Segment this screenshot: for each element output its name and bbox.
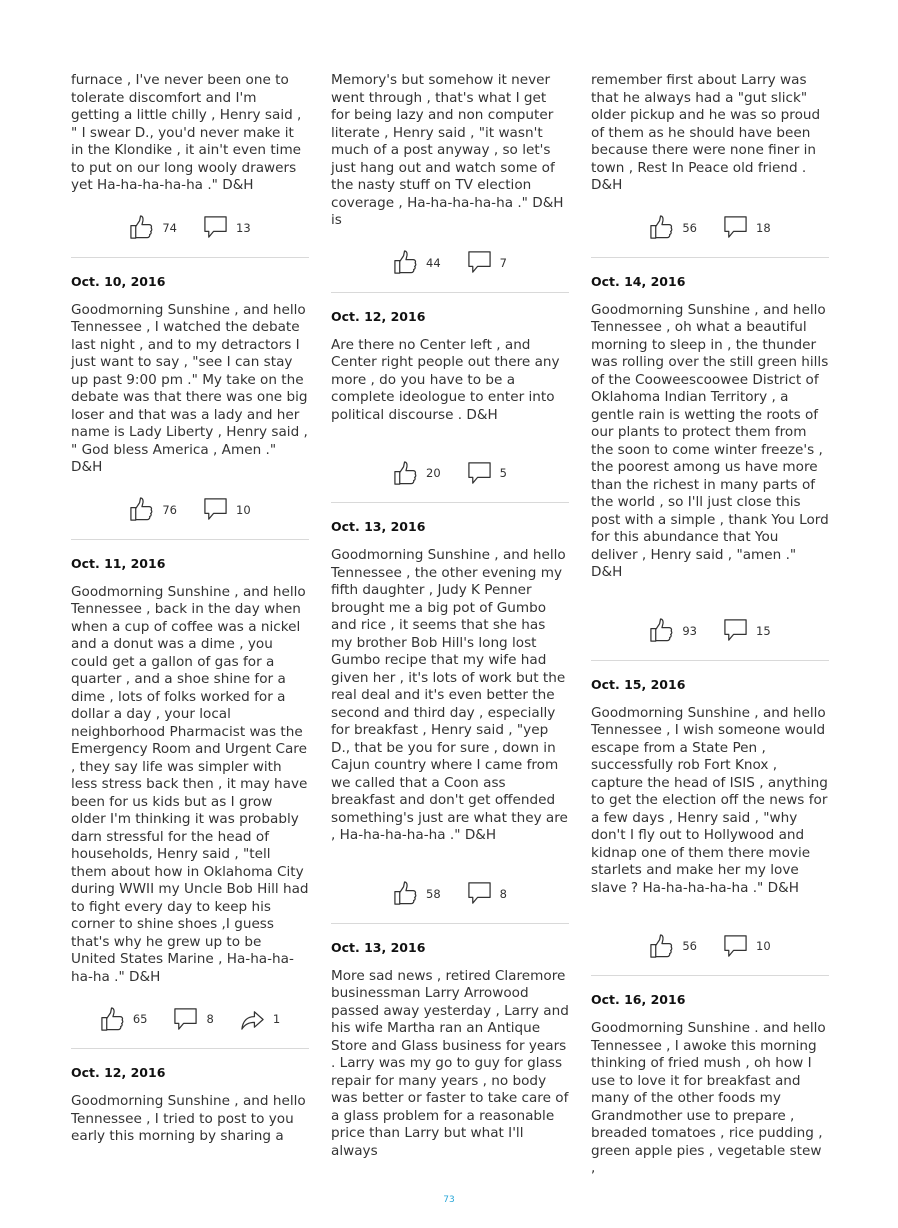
comment-button[interactable] (467, 881, 507, 906)
comment-count: 15 (756, 623, 771, 638)
thumbs-up-icon (649, 618, 674, 643)
post-actions (591, 618, 829, 644)
post-divider (331, 923, 569, 924)
post-divider (71, 257, 309, 258)
post-divider (591, 660, 829, 661)
thumbs-up-icon (393, 881, 418, 906)
comment-bubble-icon (203, 215, 228, 240)
like-count: 76 (162, 502, 177, 517)
comment-button[interactable] (203, 215, 251, 240)
like-button[interactable] (649, 618, 697, 643)
post-date: Oct. 16, 2016 (591, 992, 686, 1007)
comment-bubble-icon (467, 250, 492, 275)
post-text: Goodmorning Sunshine , and hello Tennessee , I watched the debate last night , and to my detractors I just want to say , "see I can stay up past 9:00 pm ." My take on the debate was that there was one big loser and that was a lady and her name is Lady Liberty , Henry said , " God bless America , Amen ." D&H (71, 301, 308, 475)
comment-count: 18 (756, 220, 771, 235)
page-number: 73 (443, 1195, 455, 1205)
column-2 (331, 72, 569, 1160)
post-text: More sad news , retired Claremore businessman Larry Arrowood passed away yesterday , Larry and his wife Martha ran an Antique Store and Glass business for years . Larry was my go to guy for glass repair for many years , no body was better or faster to take care of a glass problem for a reasonable price than Larry but what I'll always (331, 967, 569, 1159)
post-text: Memory's but somehow it never went through , that's what I get for being lazy and non computer literate , Henry said , "it wasn't much of a post anyway , so let's just hang out and watch some of the nasty stuff on TV election coverage , Ha-ha-ha-ha-ha ." D&H is (331, 72, 564, 228)
thumbs-up-icon (100, 1007, 125, 1032)
post-date: Oct. 10, 2016 (71, 273, 166, 289)
comment-bubble-icon (173, 1007, 198, 1032)
like-count: 56 (682, 939, 697, 953)
post-date: Oct. 12, 2016 (331, 308, 426, 324)
like-count: 44 (426, 255, 441, 270)
post-text: Goodmorning Sunshine . and hello Tennessee , I awoke this morning thinking of fried mush , oh how I use to love it for breakfast and many of the other foods my Grandmother use to prepare , breaded tomatoes , rice pudding , green apple pies , vegetable stew , (591, 1020, 826, 1176)
post-text: Goodmorning Sunshine , and hello Tennessee , I wish someone would escape from a State Pen , successfully rob Fort Knox , capture the head of ISIS , anything to get the election off the news for a few days , Henry said , "why don't I fly out to Hollywood and kidnap one of them there movie starlets and make her my love slave ? Ha-ha-ha-ha-ha ." D&H (591, 704, 828, 896)
thumbs-up-icon (393, 461, 418, 486)
comment-count: 10 (756, 939, 771, 953)
post-actions (591, 933, 829, 959)
comment-count: 7 (499, 255, 507, 270)
comment-button[interactable] (467, 461, 507, 486)
like-button[interactable] (393, 461, 441, 486)
comment-count: 10 (236, 502, 251, 517)
share-button[interactable] (240, 1007, 280, 1032)
comment-button[interactable] (723, 934, 771, 959)
comment-button[interactable] (173, 1007, 213, 1032)
post-text: Goodmorning Sunshine , and hello Tennessee , back in the day when when a cup of coffee was a nickel and a donut was a dime , you could get a gallon of gas for a quarter , and a shoe shine for a dime , lots of folks worked for a dollar a day , your local neighborhood Pharmacist was the Emergency Room and Urgent Care , they say life was simpler with less stress back then , it may have been for us kids but as I grow older I'm thinking it was probably darn stressful for the head of households, Henry said , "tell them about how in Oklahoma City during WWII my Uncle Bob Hill had to fight every day to keep his corner to shine shoes ,I guess that's why he grew up to be United States Marine , Ha-ha-ha-ha-ha ." D&H (71, 583, 309, 985)
like-count: 74 (162, 220, 177, 235)
thumbs-up-icon (393, 250, 418, 275)
comment-bubble-icon (467, 881, 492, 906)
post-actions (331, 250, 569, 276)
like-button[interactable] (129, 215, 177, 240)
comment-count: 8 (206, 1012, 214, 1026)
post-date: Oct. 11, 2016 (71, 555, 166, 571)
post-actions (71, 497, 309, 523)
like-button[interactable] (393, 881, 441, 906)
post-date: Oct. 12, 2016 (71, 1065, 166, 1080)
like-button[interactable] (649, 934, 697, 959)
post-divider (331, 502, 569, 503)
comment-count: 5 (499, 466, 507, 480)
comment-button[interactable] (467, 250, 507, 275)
like-count: 58 (426, 886, 441, 901)
thumbs-up-icon (649, 934, 674, 959)
share-count: 1 (272, 1012, 281, 1026)
post-text: Goodmorning Sunshine , and hello Tennessee , the other evening my fifth daughter , Judy K Penner brought me a big pot of Gumbo and rice , it seems that she has my brother Bob Hill's long lost Gumbo recipe that my wife had given her , it's lots of work but the real deal and it's even better the second and third day , especially for breakfast , Henry said , "yep D., that be you for sure , down in Cajun country where I came from we called that a Coon ass breakfast and don't get offended something's just are what they are , Ha-ha-ha-ha-ha ." D&H (331, 547, 568, 843)
post-text: Are there no Center left , and Center right people out there any more , do you have to be a complete ideologue to enter into political discourse . D&H (331, 336, 560, 423)
post-date: Oct. 14, 2016 (591, 273, 686, 289)
post-divider (71, 1048, 309, 1049)
post-actions (71, 1006, 309, 1032)
like-count: 93 (682, 623, 697, 638)
post-actions (331, 460, 569, 486)
like-button[interactable] (649, 215, 697, 240)
like-button[interactable] (129, 497, 177, 522)
comment-bubble-icon (723, 618, 748, 643)
post-divider (591, 975, 829, 976)
thumbs-up-icon (649, 215, 674, 240)
like-button[interactable] (100, 1007, 148, 1032)
like-count: 20 (426, 466, 441, 480)
post-actions (591, 215, 829, 241)
post-divider (591, 257, 829, 258)
comment-bubble-icon (203, 497, 228, 522)
post-actions (331, 881, 569, 907)
thumbs-up-icon (129, 497, 154, 522)
post-text: Goodmorning Sunshine , and hello Tennessee , oh what a beautiful morning to sleep in , the thunder was rolling over the still green hills of the Cooweescoowee District of Oklahoma Indian Territory , a gentle rain is wetting the roots of our plants to protect them from the soon to come winter freeze's , the poorest among us have more than the richest in many parts of the world , so I'll just close this post with a simple , thank You Lord for this abundance that You deliver , Henry said , "amen ." D&H (591, 301, 829, 580)
comment-bubble-icon (467, 461, 492, 486)
post-date: Oct. 13, 2016 (331, 939, 426, 955)
column-3 (591, 72, 829, 1178)
post-text: furnace , I've never been one to tolerate discomfort and I'm getting a little chilly , Henry said , " I swear D., you'd never make it in the Klondike , it ain't even time to put on our long wooly drawers yet Ha-ha-ha-ha-ha ." D&H (71, 72, 302, 193)
comment-bubble-icon (723, 215, 748, 240)
like-count: 65 (132, 1012, 148, 1026)
share-arrow-icon (240, 1007, 265, 1032)
comment-count: 8 (499, 886, 507, 901)
comment-bubble-icon (723, 934, 748, 959)
like-button[interactable] (393, 250, 441, 275)
thumbs-up-icon (129, 215, 154, 240)
like-count: 56 (682, 220, 697, 235)
comment-button[interactable] (723, 618, 771, 643)
comment-button[interactable] (203, 497, 251, 522)
column-1 (71, 72, 309, 1146)
comment-count: 13 (236, 220, 251, 235)
post-date: Oct. 13, 2016 (331, 519, 426, 534)
post-text: remember first about Larry was that he always had a "gut slick" older pickup and he was so proud of them as he should have been because there were none finer in town , Rest In Peace old friend . D&H (591, 72, 821, 193)
post-divider (71, 539, 309, 540)
comment-button[interactable] (723, 215, 771, 240)
post-divider (331, 292, 569, 293)
post-date: Oct. 15, 2016 (591, 676, 686, 692)
post-actions (71, 215, 309, 241)
post-text: Goodmorning Sunshine , and hello Tennessee , I tried to post to you early this morning by sharing a (71, 1093, 306, 1144)
